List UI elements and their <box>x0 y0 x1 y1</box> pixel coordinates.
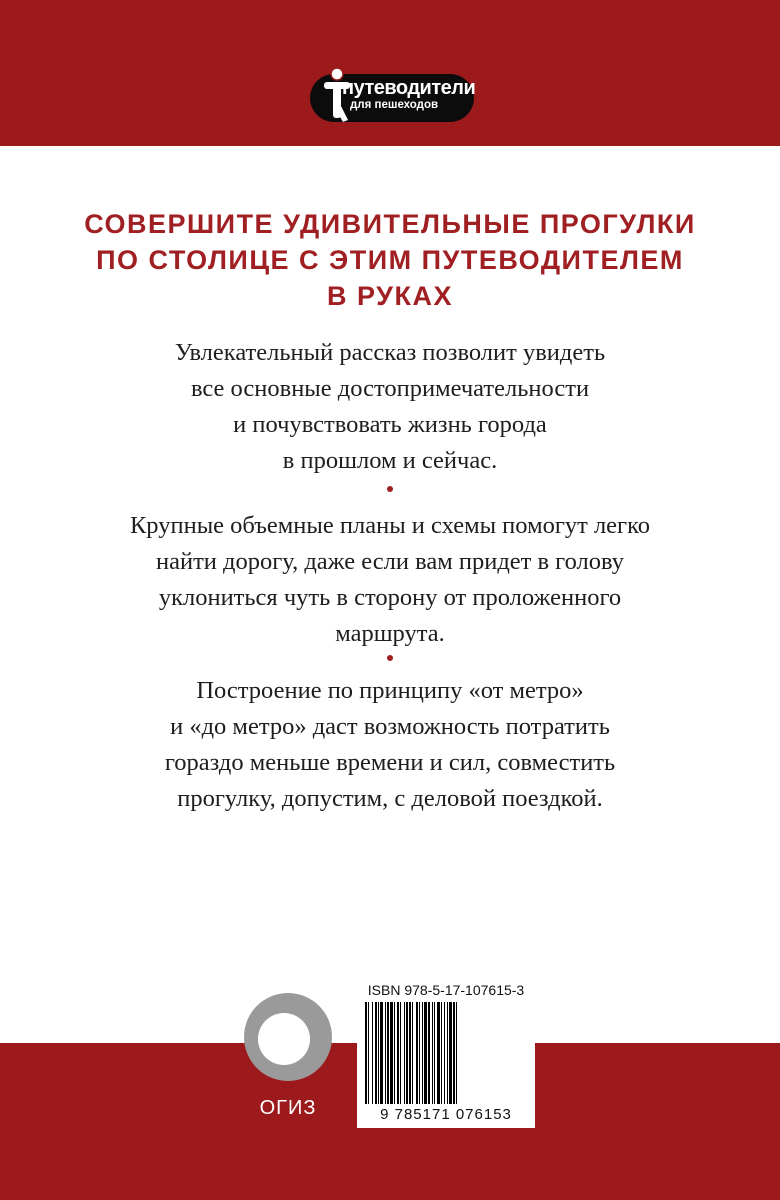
paragraph-line: в прошлом и сейчас. <box>282 447 498 474</box>
publisher-name: ОГИЗ <box>259 1097 317 1119</box>
publisher-logo <box>238 985 338 1135</box>
paragraph-maps <box>60 508 720 652</box>
paragraph-line: гораздо меньше времени и сил, совместить <box>164 749 616 776</box>
barcode <box>357 980 535 1128</box>
paragraph-line: Построение по принципу «от метро» <box>196 677 584 704</box>
paragraph-line: прогулку, допустим, с деловой поездкой. <box>177 785 603 812</box>
paragraph-metro <box>60 673 720 817</box>
series-logo-title: путеводители <box>342 77 476 99</box>
paragraph-line: маршрута. <box>335 620 445 647</box>
publisher-ring-icon <box>238 985 338 1095</box>
headline-line: ПО СТОЛИЦЕ С ЭТИМ ПУТЕВОДИТЕЛЕМ <box>96 245 684 275</box>
headline-line: В РУКАХ <box>327 281 453 311</box>
paragraph-story <box>60 335 720 479</box>
headline-line: СОВЕРШИТЕ УДИВИТЕЛЬНЫЕ ПРОГУЛКИ <box>84 209 696 239</box>
paragraph-line: все основные достопримечательности <box>190 375 590 402</box>
paragraph-line: и почувствовать жизнь города <box>233 411 547 438</box>
paragraph-line: Увлекательный рассказ позволит увидеть <box>174 339 606 366</box>
bullet-separator <box>387 486 393 492</box>
series-logo-subtitle: для пешеходов <box>350 99 439 111</box>
paragraph-line: уклониться чуть в сторону от проложенного <box>158 584 622 611</box>
series-logo <box>310 66 474 128</box>
barcode-bars <box>365 1002 527 1104</box>
isbn-text: ISBN 978-5-17-107615-3 <box>367 982 525 998</box>
bullet-separator <box>387 655 393 661</box>
paragraph-line: найти дорогу, даже если вам придет в голову <box>155 548 625 575</box>
ean-digits: 9 785171 076153 <box>380 1106 512 1123</box>
paragraph-line: и «до метро» даст возможность потратить <box>170 713 610 740</box>
paragraph-line: Крупные объемные планы и схемы помогут легко <box>129 512 651 539</box>
headline <box>60 206 720 314</box>
